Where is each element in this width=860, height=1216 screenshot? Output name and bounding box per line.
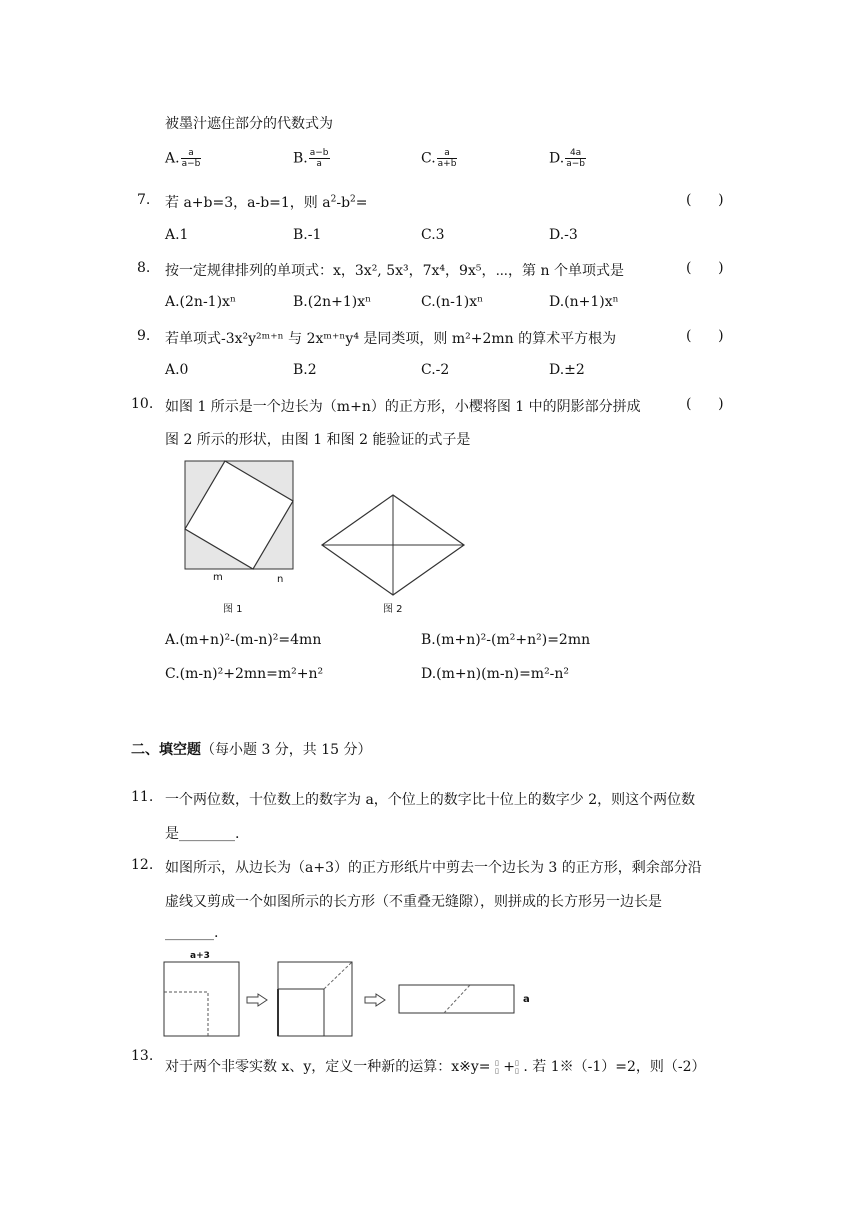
q12-figure-rectangle xyxy=(397,983,517,1015)
q8-option-d[interactable]: D.(n+1)xⁿ xyxy=(549,294,619,310)
q7-stem: 若 a+b=3，a-b=1，则 $a^2-b^2=$ xyxy=(165,194,368,211)
q6-option-d-fraction: $\frac{4a}{a-b}$ xyxy=(566,148,585,169)
q8-option-c[interactable]: C.(n-1)xⁿ xyxy=(421,294,484,310)
q10-number: 10. xyxy=(131,396,154,412)
q10-option-b[interactable]: B.(m+n)²-(m²+n²)=2mn xyxy=(421,632,591,648)
q10-figure1-label-n: n xyxy=(277,574,284,585)
q13-stem: 对于两个非零实数 x、y，定义一种新的运算：x※y= ▯ ▯ + ▯ ▯ . 若 1※（-1）=2，则（-2） xyxy=(165,1059,706,1075)
q10-answer-blank[interactable]: ( ) xyxy=(686,396,724,412)
q12-stem-line2: 虚线又剪成一个如图所示的长方形（不重叠无缝隙），则拼成的长方形另一边长是 xyxy=(165,894,662,910)
missing-glyph-icon: ▯ ▯ xyxy=(494,1059,499,1075)
q10-option-a[interactable]: A.(m+n)²-(m-n)²=4mn xyxy=(165,632,322,648)
q12-figure-square xyxy=(160,959,242,1039)
q6-option-c-fraction: $\frac{a}{a+b}$ xyxy=(437,148,457,169)
q8-answer-blank[interactable]: ( ) xyxy=(686,260,724,276)
q10-stem-line1: 如图 1 所示是一个边长为（m+n）的正方形，小樱将图 1 中的阴影部分拼成 xyxy=(165,399,641,415)
q6-tail-text: 被墨汁遮住部分的代数式为 xyxy=(165,116,333,132)
q9-number: 9. xyxy=(137,328,151,344)
q10-figure1-label-m: m xyxy=(213,572,223,583)
q10-figure-1 xyxy=(183,459,298,584)
q8-stem: 按一定规律排列的单项式：x，3x², 5x³，7x⁴，9x⁵，⋯，第 n 个单项式是 xyxy=(165,263,624,279)
q8-option-a[interactable]: A.(2n-1)xⁿ xyxy=(165,294,236,310)
q12-figure-label-top: a+3 xyxy=(190,951,210,961)
section-2-heading: 二、填空题（每小题 3 分，共 15 分） xyxy=(131,742,372,758)
q9-stem: 若单项式-3x²y²ᵐ⁺ⁿ 与 2xᵐ⁺ⁿy⁴ 是同类项，则 m²+2mn 的算术平方根为 xyxy=(165,331,617,347)
q10-option-d[interactable]: D.(m+n)(m-n)=m²-n² xyxy=(421,666,570,682)
q9-option-c[interactable]: C.-2 xyxy=(421,362,450,378)
q10-figure-2 xyxy=(320,493,466,598)
arrow-right-icon xyxy=(364,993,386,1007)
q12-answer-blank[interactable]: _______. xyxy=(165,925,219,941)
q12-stem-line1: 如图所示，从边长为（a+3）的正方形纸片中剪去一个边长为 3 的正方形，剩余部分沿 xyxy=(165,860,702,876)
q12-figure-cut xyxy=(276,959,354,1039)
q7-answer-blank[interactable]: ( ) xyxy=(686,192,724,208)
q10-figure2-caption: 图 2 xyxy=(383,604,403,615)
q8-option-b[interactable]: B.(2n+1)xⁿ xyxy=(293,294,372,310)
q6-option-a[interactable]: A. $\frac{a}{a-b}$ xyxy=(165,148,201,169)
q10-stem-line2: 图 2 所示的形状，由图 1 和图 2 能验证的式子是 xyxy=(165,432,471,448)
q13-number: 13. xyxy=(131,1048,154,1064)
q7-option-a[interactable]: A.1 xyxy=(165,227,189,243)
q9-option-a[interactable]: A.0 xyxy=(165,362,189,378)
q6-option-c[interactable]: C. $\frac{a}{a+b}$ xyxy=(421,148,457,169)
q11-number: 11. xyxy=(131,789,154,805)
q6-option-d[interactable]: D. $\frac{4a}{a-b}$ xyxy=(549,148,585,169)
q12-figure-label-side: a xyxy=(523,994,530,1005)
q7-option-b[interactable]: B.-1 xyxy=(293,227,322,243)
q9-option-d[interactable]: D.±2 xyxy=(549,362,585,378)
missing-glyph-icon: ▯ ▯ xyxy=(515,1059,519,1075)
q6-option-b[interactable]: B. $\frac{a-b}{a}$ xyxy=(293,148,329,169)
arrow-right-icon xyxy=(246,993,268,1007)
q10-figure1-caption: 图 1 xyxy=(223,604,243,615)
q8-number: 8. xyxy=(137,260,151,276)
q12-number: 12. xyxy=(131,857,154,873)
q11-stem-line1: 一个两位数，十位数上的数字为 a，个位上的数字比十位上的数字少 2，则这个两位数 xyxy=(165,792,696,808)
q7-number: 7. xyxy=(137,192,151,208)
q7-option-c[interactable]: C.3 xyxy=(421,227,445,243)
q10-option-c[interactable]: C.(m-n)²+2mn=m²+n² xyxy=(165,666,324,682)
q9-answer-blank[interactable]: ( ) xyxy=(686,328,724,344)
q7-option-d[interactable]: D.-3 xyxy=(549,227,578,243)
q11-stem-line2[interactable]: 是________. xyxy=(165,826,240,842)
q9-option-b[interactable]: B.2 xyxy=(293,362,317,378)
q6-option-a-fraction: $\frac{a}{a-b}$ xyxy=(181,148,201,169)
q6-option-b-fraction: $\frac{a-b}{a}$ xyxy=(309,148,329,169)
